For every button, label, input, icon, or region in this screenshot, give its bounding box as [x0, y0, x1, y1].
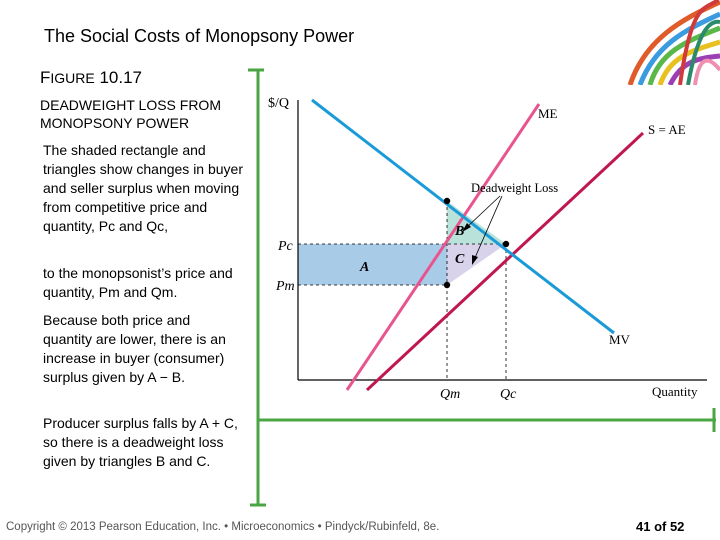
- page-number: 41 of 52: [636, 519, 685, 534]
- point-competitive-equilibrium: [503, 241, 509, 247]
- me-curve-label: ME: [538, 106, 558, 121]
- slide-title: The Social Costs of Monopsony Power: [44, 26, 355, 46]
- figure-number-prefix: F: [40, 68, 51, 87]
- pm-label: Pm: [276, 279, 295, 294]
- figure-number-value: 10.17: [94, 68, 142, 87]
- figure-number-smallcaps: IGURE: [50, 70, 95, 86]
- mv-curve: [312, 100, 614, 333]
- qm-label: Qm: [440, 387, 461, 402]
- point-me-at-qm: [444, 198, 450, 204]
- monopsony-diagram: [262, 88, 717, 408]
- pc-label: Pc: [278, 239, 293, 254]
- deadweight-loss-label: Deadweight Loss: [471, 181, 559, 195]
- point-supply-at-qm: [444, 282, 450, 288]
- y-axis-label: $/Q: [268, 96, 289, 111]
- x-axis-label: Quantity: [652, 384, 698, 399]
- supply-ae-curve-label: S = AE: [648, 122, 686, 137]
- description-paragraph-2: to the monopsonist’s price and quantity, Pm and Qm.: [43, 265, 233, 300]
- description-paragraph-3: Because both price and quantity are lower, there is an increase in buyer (consumer) surplus given by A − B.: [43, 312, 226, 385]
- mv-curve-label: MV: [609, 332, 630, 347]
- qc-label: Qc: [500, 387, 517, 402]
- description-paragraph-1: The shaded rectangle and triangles show changes in buyer and seller surplus when moving from competitive price and quantity, Pc and Qc,: [43, 142, 244, 234]
- area-c-label: C: [455, 252, 465, 267]
- footer-copyright: Copyright © 2013 Pearson Education, Inc. • Microeconomics • Pindyck/Rubinfeld, 8e.: [6, 521, 440, 533]
- figure-caption: DEADWEIGHT LOSS FROM MONOPSONY POWER: [40, 97, 221, 131]
- area-a-rectangle: [298, 244, 447, 285]
- area-a-label: A: [360, 260, 370, 275]
- description-paragraph-4: Producer surplus falls by A + C, so there is a deadweight loss given by triangles B and C.: [43, 415, 238, 469]
- area-b-label: B: [455, 224, 465, 239]
